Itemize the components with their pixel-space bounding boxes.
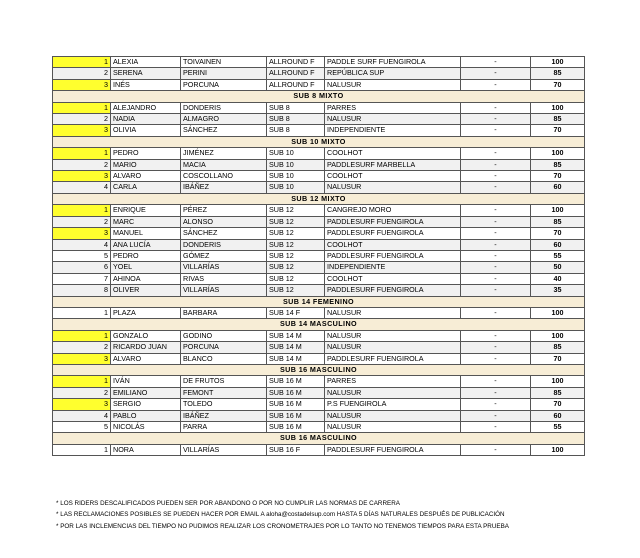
position-cell: 1: [53, 307, 111, 318]
position-cell: 4: [53, 182, 111, 193]
points-cell: 85: [531, 387, 585, 398]
category-cell: SUB 12: [267, 273, 325, 284]
surname-cell: VILLARÍAS: [181, 285, 267, 296]
section-header-row: [53, 136, 585, 147]
table-row: [53, 273, 585, 284]
category-cell: SUB 12: [267, 205, 325, 216]
first-name-cell: SERGIO: [111, 399, 181, 410]
section-header-row: [53, 91, 585, 102]
points-cell: 85: [531, 342, 585, 353]
club-cell: PADDLESURF FUENGIROLA: [325, 444, 461, 455]
club-cell: P.S FUENGIROLA: [325, 399, 461, 410]
club-cell: COOLHOT: [325, 239, 461, 250]
surname-cell: VILLARÍAS: [181, 262, 267, 273]
points-cell: 100: [531, 444, 585, 455]
category-cell: SUB 12: [267, 239, 325, 250]
category-cell: SUB 12: [267, 262, 325, 273]
category-cell: SUB 16 M: [267, 410, 325, 421]
surname-cell: COSCOLLANO: [181, 171, 267, 182]
results-table: [52, 56, 585, 456]
time-cell: -: [461, 376, 531, 387]
club-cell: NALUSUR: [325, 410, 461, 421]
table-row: [53, 444, 585, 455]
time-cell: -: [461, 182, 531, 193]
points-cell: 70: [531, 353, 585, 364]
table-row: [53, 262, 585, 273]
table-row: [53, 79, 585, 90]
position-cell: 2: [53, 387, 111, 398]
points-cell: 60: [531, 239, 585, 250]
time-cell: -: [461, 148, 531, 159]
time-cell: -: [461, 228, 531, 239]
surname-cell: FEMONT: [181, 387, 267, 398]
time-cell: -: [461, 159, 531, 170]
category-cell: SUB 12: [267, 285, 325, 296]
table-row: [53, 228, 585, 239]
position-cell: 3: [53, 171, 111, 182]
first-name-cell: ALVARO: [111, 353, 181, 364]
surname-cell: IBÁÑEZ: [181, 182, 267, 193]
position-cell: 1: [53, 57, 111, 68]
points-cell: 100: [531, 205, 585, 216]
first-name-cell: NADIA: [111, 114, 181, 125]
table-row: [53, 285, 585, 296]
club-cell: NALUSUR: [325, 330, 461, 341]
first-name-cell: OLIVIA: [111, 125, 181, 136]
surname-cell: IBÁÑEZ: [181, 410, 267, 421]
time-cell: -: [461, 399, 531, 410]
time-cell: -: [461, 353, 531, 364]
first-name-cell: ALVARO: [111, 171, 181, 182]
table-row: [53, 114, 585, 125]
first-name-cell: NICOLÁS: [111, 422, 181, 433]
category-cell: SUB 16 M: [267, 376, 325, 387]
first-name-cell: ANA LUCÍA: [111, 239, 181, 250]
section-title: SUB 14 FEMENINO: [53, 296, 585, 307]
first-name-cell: MANUEL: [111, 228, 181, 239]
time-cell: -: [461, 114, 531, 125]
position-cell: 2: [53, 114, 111, 125]
time-cell: -: [461, 57, 531, 68]
points-cell: 35: [531, 285, 585, 296]
section-header-row: [53, 433, 585, 444]
surname-cell: BARBARA: [181, 307, 267, 318]
time-cell: -: [461, 330, 531, 341]
category-cell: SUB 16 M: [267, 399, 325, 410]
section-title: SUB 10 MIXTO: [53, 136, 585, 147]
club-cell: PADDLESURF FUENGIROLA: [325, 353, 461, 364]
first-name-cell: NORA: [111, 444, 181, 455]
first-name-cell: YOEL: [111, 262, 181, 273]
points-cell: 100: [531, 330, 585, 341]
club-cell: PADDLESURF FUENGIROLA: [325, 228, 461, 239]
first-name-cell: ENRIQUE: [111, 205, 181, 216]
club-cell: PADDLE SURF FUENGIROLA: [325, 57, 461, 68]
position-cell: 6: [53, 262, 111, 273]
first-name-cell: EMILIANO: [111, 387, 181, 398]
first-name-cell: GONZALO: [111, 330, 181, 341]
points-cell: 100: [531, 102, 585, 113]
position-cell: 3: [53, 399, 111, 410]
footnote: * LOS RIDERS DESCALIFICADOS PUEDEN SER POR ABANDONO O POR NO CUMPLIR LAS NORMAS DE CARRERA: [56, 500, 400, 507]
position-cell: 3: [53, 228, 111, 239]
first-name-cell: MARC: [111, 216, 181, 227]
time-cell: -: [461, 342, 531, 353]
footnote: * POR LAS INCLEMENCIAS DEL TIEMPO NO PUDIMOS REALIZAR LOS CRONOMETRAJES POR LO TANTO NO TENEMOS TIEMPOS PARA ESTA PRUEBA: [56, 522, 510, 530]
section-header-row: [53, 319, 585, 330]
points-cell: 85: [531, 216, 585, 227]
time-cell: -: [461, 68, 531, 79]
surname-cell: GÓMEZ: [181, 250, 267, 261]
category-cell: SUB 14 M: [267, 342, 325, 353]
section-title: SUB 16 MASCULINO: [53, 433, 585, 444]
position-cell: 4: [53, 239, 111, 250]
table-row: [53, 68, 585, 79]
points-cell: 85: [531, 159, 585, 170]
surname-cell: TOLEDO: [181, 399, 267, 410]
points-cell: 55: [531, 250, 585, 261]
category-cell: SUB 16 F: [267, 444, 325, 455]
points-cell: 100: [531, 376, 585, 387]
first-name-cell: ALEJANDRO: [111, 102, 181, 113]
surname-cell: VILLARÍAS: [181, 444, 267, 455]
surname-cell: TOIVAINEN: [181, 57, 267, 68]
club-cell: NALUSUR: [325, 182, 461, 193]
table-row: [53, 57, 585, 68]
club-cell: INDEPENDIENTE: [325, 262, 461, 273]
position-cell: 5: [53, 422, 111, 433]
points-cell: 100: [531, 57, 585, 68]
club-cell: COOLHOT: [325, 171, 461, 182]
points-cell: 70: [531, 228, 585, 239]
table-row: [53, 250, 585, 261]
results-body: [53, 57, 585, 456]
table-row: [53, 216, 585, 227]
table-row: [53, 239, 585, 250]
points-cell: 60: [531, 410, 585, 421]
club-cell: COOLHOT: [325, 273, 461, 284]
table-row: [53, 410, 585, 421]
first-name-cell: PLAZA: [111, 307, 181, 318]
time-cell: -: [461, 250, 531, 261]
time-cell: -: [461, 171, 531, 182]
footnotes: [56, 500, 616, 534]
club-cell: PADDLESURF MARBELLA: [325, 159, 461, 170]
position-cell: 2: [53, 342, 111, 353]
club-cell: INDEPENDIENTE: [325, 125, 461, 136]
table-row: [53, 148, 585, 159]
position-cell: 1: [53, 330, 111, 341]
table-row: [53, 307, 585, 318]
points-cell: 70: [531, 171, 585, 182]
first-name-cell: PEDRO: [111, 250, 181, 261]
table-row: [53, 376, 585, 387]
position-cell: 7: [53, 273, 111, 284]
time-cell: -: [461, 125, 531, 136]
table-row: [53, 102, 585, 113]
time-cell: -: [461, 79, 531, 90]
first-name-cell: INÉS: [111, 79, 181, 90]
surname-cell: DONDERIS: [181, 102, 267, 113]
points-cell: 50: [531, 262, 585, 273]
category-cell: SUB 14 M: [267, 353, 325, 364]
points-cell: 85: [531, 68, 585, 79]
points-cell: 70: [531, 399, 585, 410]
table-row: [53, 422, 585, 433]
table-row: [53, 125, 585, 136]
club-cell: NALUSUR: [325, 387, 461, 398]
points-cell: 55: [531, 422, 585, 433]
section-header-row: [53, 193, 585, 204]
time-cell: -: [461, 307, 531, 318]
time-cell: -: [461, 216, 531, 227]
position-cell: 3: [53, 125, 111, 136]
club-cell: NALUSUR: [325, 79, 461, 90]
table-row: [53, 387, 585, 398]
club-cell: CANGREJO MORO: [325, 205, 461, 216]
first-name-cell: PEDRO: [111, 148, 181, 159]
club-cell: PADDLESURF FUENGIROLA: [325, 216, 461, 227]
category-cell: SUB 14 F: [267, 307, 325, 318]
surname-cell: GODINO: [181, 330, 267, 341]
surname-cell: DONDERIS: [181, 239, 267, 250]
club-cell: PARRES: [325, 376, 461, 387]
position-cell: 4: [53, 410, 111, 421]
surname-cell: PORCUNA: [181, 79, 267, 90]
first-name-cell: SERENA: [111, 68, 181, 79]
first-name-cell: IVÁN: [111, 376, 181, 387]
time-cell: -: [461, 285, 531, 296]
surname-cell: JIMÉNEZ: [181, 148, 267, 159]
surname-cell: PÉREZ: [181, 205, 267, 216]
time-cell: -: [461, 410, 531, 421]
time-cell: -: [461, 205, 531, 216]
position-cell: 1: [53, 102, 111, 113]
table-row: [53, 353, 585, 364]
points-cell: 70: [531, 125, 585, 136]
position-cell: 5: [53, 250, 111, 261]
surname-cell: ALONSO: [181, 216, 267, 227]
time-cell: -: [461, 262, 531, 273]
surname-cell: PERINI: [181, 68, 267, 79]
position-cell: 8: [53, 285, 111, 296]
category-cell: SUB 12: [267, 228, 325, 239]
section-title: SUB 16 MASCULINO: [53, 364, 585, 375]
points-cell: 100: [531, 148, 585, 159]
category-cell: SUB 12: [267, 250, 325, 261]
position-cell: 3: [53, 353, 111, 364]
position-cell: 1: [53, 376, 111, 387]
club-cell: NALUSUR: [325, 422, 461, 433]
surname-cell: SÁNCHEZ: [181, 125, 267, 136]
club-cell: PADDLESURF FUENGIROLA: [325, 285, 461, 296]
category-cell: SUB 14 M: [267, 330, 325, 341]
category-cell: SUB 12: [267, 216, 325, 227]
first-name-cell: CARLA: [111, 182, 181, 193]
time-cell: -: [461, 444, 531, 455]
section-title: SUB 14 MASCULINO: [53, 319, 585, 330]
table-row: [53, 182, 585, 193]
category-cell: SUB 10: [267, 182, 325, 193]
club-cell: NALUSUR: [325, 114, 461, 125]
surname-cell: RIVAS: [181, 273, 267, 284]
club-cell: NALUSUR: [325, 307, 461, 318]
points-cell: 40: [531, 273, 585, 284]
table-row: [53, 330, 585, 341]
first-name-cell: ALEXIA: [111, 57, 181, 68]
section-title: SUB 8 MIXTO: [53, 91, 585, 102]
surname-cell: PORCUNA: [181, 342, 267, 353]
first-name-cell: MARIO: [111, 159, 181, 170]
footnote: * LAS RECLAMACIONES POSIBLES SE PUEDEN HACER POR EMAIL A aloha@costadelsup.com HASTA 5 DÍAS NATURALES DESPUÉS DE PUBLICACIÓN: [56, 511, 505, 519]
category-cell: SUB 10: [267, 148, 325, 159]
surname-cell: SÁNCHEZ: [181, 228, 267, 239]
points-cell: 85: [531, 114, 585, 125]
category-cell: SUB 8: [267, 114, 325, 125]
section-header-row: [53, 296, 585, 307]
first-name-cell: AHINOA: [111, 273, 181, 284]
points-cell: 100: [531, 307, 585, 318]
first-name-cell: RICARDO JUAN: [111, 342, 181, 353]
table-row: [53, 171, 585, 182]
first-name-cell: PABLO: [111, 410, 181, 421]
surname-cell: ALMAGRO: [181, 114, 267, 125]
table-row: [53, 399, 585, 410]
time-cell: -: [461, 387, 531, 398]
category-cell: ALLROUND F: [267, 79, 325, 90]
points-cell: 70: [531, 79, 585, 90]
time-cell: -: [461, 422, 531, 433]
club-cell: PADDLESURF FUENGIROLA: [325, 250, 461, 261]
position-cell: 1: [53, 444, 111, 455]
time-cell: -: [461, 102, 531, 113]
surname-cell: BLANCO: [181, 353, 267, 364]
table-row: [53, 342, 585, 353]
points-cell: 60: [531, 182, 585, 193]
category-cell: SUB 8: [267, 125, 325, 136]
table-row: [53, 205, 585, 216]
club-cell: NALUSUR: [325, 342, 461, 353]
category-cell: SUB 10: [267, 171, 325, 182]
first-name-cell: OLIVER: [111, 285, 181, 296]
category-cell: ALLROUND F: [267, 68, 325, 79]
position-cell: 2: [53, 216, 111, 227]
position-cell: 2: [53, 159, 111, 170]
position-cell: 1: [53, 205, 111, 216]
position-cell: 3: [53, 79, 111, 90]
category-cell: SUB 16 M: [267, 387, 325, 398]
club-cell: REPÚBLICA SUP: [325, 68, 461, 79]
surname-cell: PARRA: [181, 422, 267, 433]
surname-cell: DE FRUTOS: [181, 376, 267, 387]
table-row: [53, 159, 585, 170]
club-cell: PARRES: [325, 102, 461, 113]
category-cell: ALLROUND F: [267, 57, 325, 68]
surname-cell: MACIA: [181, 159, 267, 170]
category-cell: SUB 10: [267, 159, 325, 170]
position-cell: 2: [53, 68, 111, 79]
category-cell: SUB 16 M: [267, 422, 325, 433]
time-cell: -: [461, 239, 531, 250]
position-cell: 1: [53, 148, 111, 159]
time-cell: -: [461, 273, 531, 284]
club-cell: COOLHOT: [325, 148, 461, 159]
section-title: SUB 12 MIXTO: [53, 193, 585, 204]
category-cell: SUB 8: [267, 102, 325, 113]
section-header-row: [53, 364, 585, 375]
